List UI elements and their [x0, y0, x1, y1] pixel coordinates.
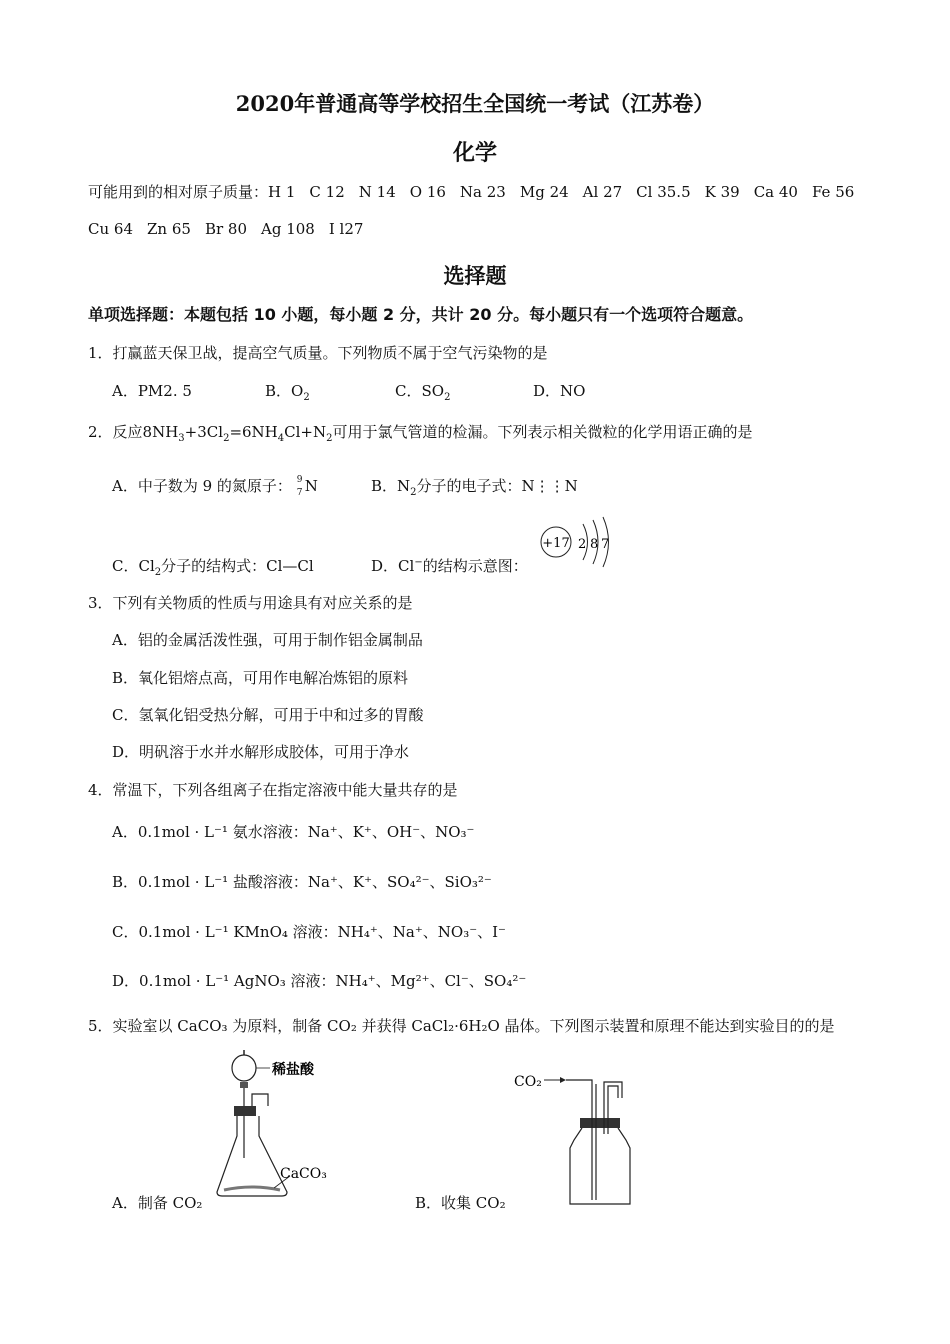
q1-option-d: D．NO: [533, 382, 586, 400]
atomic-mass-line-2: [88, 219, 363, 239]
q2-option-b-tail: 分子的电子式：: [416, 477, 522, 495]
figure-b-collection-apparatus: [512, 1068, 632, 1208]
atomic-mass-item: O 16: [409, 183, 446, 201]
funnel-bulb: [232, 1055, 256, 1081]
atomic-mass-item: Ca 40: [753, 183, 798, 201]
q2-option-a-text: A．中子数为 9 的氮原子：: [112, 477, 292, 495]
q1-option-a: A．PM2. 5: [112, 382, 192, 400]
q3-option-c: C．氢氧化铝受热分解，可用于中和过多的胃酸: [112, 706, 424, 724]
atomic-mass-item: C 12: [309, 183, 345, 201]
q1-option-c: [395, 381, 450, 401]
nuclide-mass-number: 9: [296, 475, 303, 485]
q2-option-d: [371, 556, 528, 576]
q3-option-d: D．明矾溶于水并水解形成胶体，可用于净水: [112, 743, 410, 761]
q1-option-b: [265, 381, 310, 401]
eq-part: 8NH: [142, 423, 179, 441]
q2-equation: [142, 423, 333, 444]
q2-stem: [88, 422, 753, 442]
section-instructions: 单项选择题：本题包括 10 小题，每小题 2 分，共计 20 分。每小题只有一个选项符合题意。: [88, 305, 754, 324]
q2-option-d-sup: −: [414, 557, 423, 568]
stopcock: [240, 1082, 248, 1088]
nuclide-atomic-number: 7: [296, 488, 303, 498]
q2-option-d-text: D．Cl: [371, 557, 415, 575]
eq-part: Cl+N: [284, 423, 327, 441]
q2-option-c-tail: 分子的结构式：Cl—Cl: [161, 557, 314, 575]
q4-option-b: B．0.1mol · L⁻¹ 盐酸溶液：Na⁺、K⁺、SO₄²⁻、SiO₃²⁻: [112, 873, 492, 891]
atomic-mass-item: Fe 56: [811, 183, 855, 201]
q2-option-b: [371, 476, 578, 496]
q3-option-a: A．铝的金属活泼性强，可用于制作铝金属制品: [112, 631, 423, 649]
q2-option-b-sub: 2: [410, 487, 417, 498]
atomic-mass-item: K 39: [704, 183, 740, 201]
atomic-mass-item: Na 23: [459, 183, 506, 201]
figure-a-preparation-apparatus: [212, 1050, 332, 1210]
electron-formula: N⋮⋮N: [521, 477, 578, 495]
atomic-mass-item: N 14: [358, 183, 396, 201]
atomic-mass-item: Cu 64: [88, 220, 133, 238]
subject-title: 化学: [452, 140, 497, 166]
q2-number: 2．反应: [88, 423, 143, 441]
section-title: 选择题: [443, 263, 507, 288]
eq-sub: 2: [326, 433, 333, 444]
q3-option-b: B．氧化铝熔点高，可用作电解冶炼铝的原料: [112, 669, 409, 687]
figure-b-gas-label: CO₂: [514, 1074, 542, 1090]
atomic-mass-item: Ag 108: [261, 220, 315, 238]
atomic-mass-line-1: [88, 182, 854, 202]
q4-option-a: A．0.1mol · L⁻¹ 氨水溶液：Na⁺、K⁺、OH⁻、NO₃⁻: [112, 823, 475, 841]
atomic-mass-item: Al 27: [582, 183, 623, 201]
q2-option-d-tail: 的结构示意图：: [422, 557, 528, 575]
conical-flask: [217, 1116, 287, 1196]
q2-option-c: [112, 556, 314, 576]
shell-electrons: 7: [601, 537, 610, 552]
q1-option-c-text: C．SO: [395, 382, 445, 400]
q4-option-d: D．0.1mol · L⁻¹ AgNO₃ 溶液：NH₄⁺、Mg²⁺、Cl⁻、SO₄²⁻: [112, 972, 527, 990]
shell-electrons: 2: [578, 537, 587, 552]
q2-stem-tail: 可用于氯气管道的检漏。下列表示相关微粒的化学用语正确的是: [332, 423, 753, 441]
gas-bottle: [570, 1128, 630, 1204]
delivery-tube: [252, 1094, 268, 1106]
nucleus-charge: +17: [542, 536, 570, 551]
q2-option-c-sub: 2: [154, 567, 162, 578]
q1-option-b-text: B．O: [265, 382, 304, 400]
nuclide-element: N: [304, 477, 318, 495]
eq-sub: 3: [178, 433, 185, 444]
solid-caco3: [224, 1187, 280, 1190]
figure-a-acid-label: 稀盐酸: [272, 1062, 314, 1078]
q4-option-c: C．0.1mol · L⁻¹ KMnO₄ 溶液：NH₄⁺、Na⁺、NO₃⁻、I⁻: [112, 923, 506, 941]
atomic-mass-item: I l27: [328, 220, 364, 238]
shell-electrons: 8: [590, 537, 599, 552]
q4-stem: 4．常温下，下列各组离子在指定溶液中能大量共存的是: [88, 781, 458, 799]
q2-option-b-text: B．N: [371, 477, 411, 495]
rubber-stopper: [234, 1106, 256, 1116]
q1-option-b-sub: 2: [303, 392, 310, 403]
arrow-head: [560, 1077, 566, 1083]
q3-stem: 3．下列有关物质的性质与用途具有对应关系的是: [88, 594, 413, 612]
q1-option-c-sub: 2: [444, 392, 451, 403]
eq-sub: 2: [223, 433, 230, 444]
eq-part: +3Cl: [184, 423, 224, 441]
atomic-mass-item: Zn 65: [147, 220, 191, 238]
atomic-mass-item: H 1: [268, 183, 296, 201]
q5-option-b: B．收集 CO₂: [415, 1194, 506, 1212]
eq-part: =6NH: [229, 423, 278, 441]
q5-option-a: A．制备 CO₂: [112, 1194, 203, 1212]
bottle-stopper: [580, 1118, 620, 1128]
atomic-mass-item: Br 80: [204, 220, 248, 238]
exam-title: 2020年普通高等学校招生全国统一考试（江苏卷）: [235, 91, 715, 116]
q5-stem: 5．实验室以 CaCO₃ 为原料，制备 CO₂ 并获得 CaCl₂·6H₂O 晶体。下列图示装置和原理不能达到实验目的的是: [88, 1017, 835, 1035]
nuclide-symbol: [297, 476, 327, 496]
q2-option-a: [112, 476, 327, 496]
chloride-ion-structure-diagram: [534, 514, 624, 574]
figure-a-solid-label: CaCO₃: [280, 1166, 327, 1182]
atomic-mass-item: Mg 24: [519, 183, 569, 201]
atomic-mass-label: 可能用到的相对原子质量：: [88, 183, 269, 201]
atomic-mass-item: Cl 35.5: [636, 183, 691, 201]
q1-stem: 1．打赢蓝天保卫战，提高空气质量。下列物质不属于空气污染物的是: [88, 344, 548, 362]
q2-option-c-text: C．Cl: [112, 557, 155, 575]
eq-sub: 4: [277, 433, 285, 444]
